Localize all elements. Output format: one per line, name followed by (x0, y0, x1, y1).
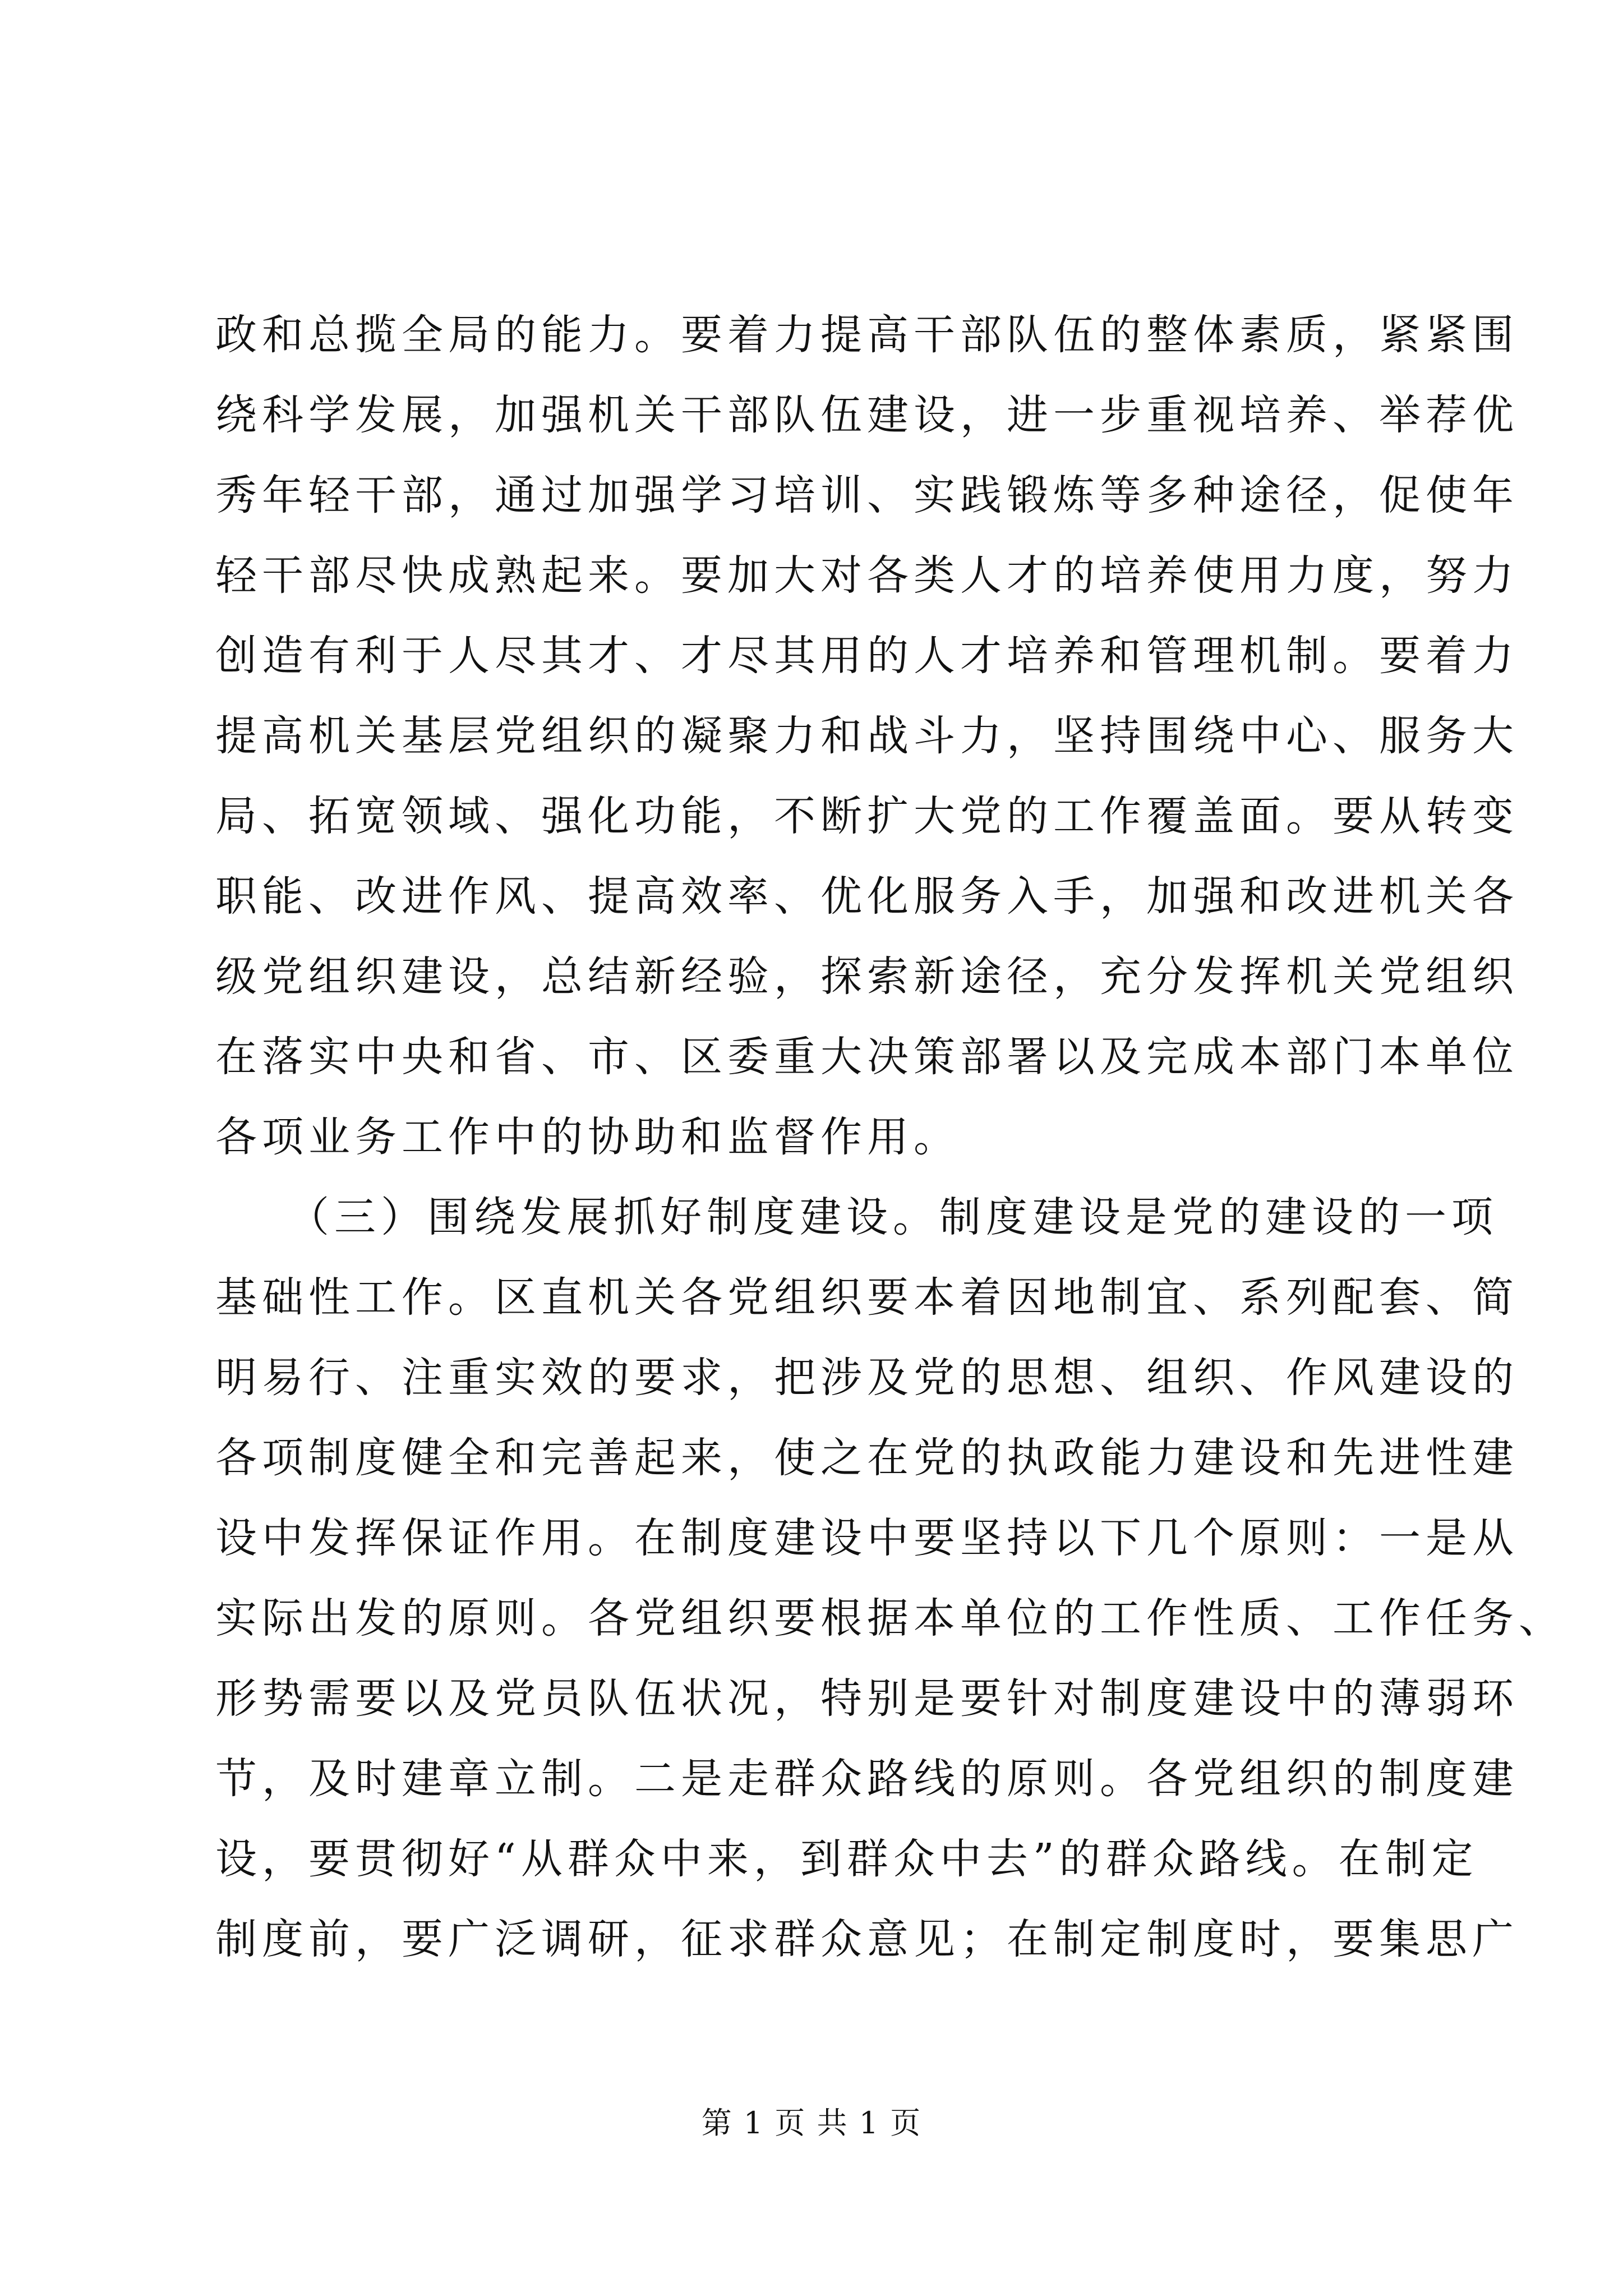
text-line: 基础性工作。区直机关各党组织要本着因地制宜、系列配套、简 (215, 1273, 1519, 1322)
text-line: 在落实中央和省、市、区委重大决策部署以及完成本部门本单位 (215, 1033, 1519, 1081)
text-line: 局、拓宽领域、强化功能，不断扩大党的工作覆盖面。要从转变 (215, 792, 1519, 840)
text-line: 明易行、注重实效的要求，把涉及党的思想、组织、作风建设的 (215, 1354, 1519, 1402)
text-line: 政和总揽全局的能力。要着力提高干部队伍的整体素质，紧紧围 (215, 311, 1519, 359)
text-line: 级党组织建设，总结新经验，探索新途径，充分发挥机关党组织 (215, 953, 1519, 1001)
body-text (215, 295, 1565, 1980)
text-line: 绕科学发展，加强机关干部队伍建设，进一步重视培养、举荐优 (215, 391, 1519, 439)
text-line: 设，要贯彻好“从群众中来，到群众中去”的群众路线。在制定 (215, 1835, 1478, 1883)
text-line: 节，及时建章立制。二是走群众路线的原则。各党组织的制度建 (215, 1755, 1519, 1803)
text-line: 各项制度健全和完善起来，使之在党的执政能力建设和先进性建 (215, 1434, 1519, 1482)
text-line: 轻干部尽快成熟起来。要加大对各类人才的培养使用力度，努力 (215, 551, 1519, 600)
text-line: 实际出发的原则。各党组织要根据本单位的工作性质、工作任务、 (215, 1594, 1565, 1642)
text-line: 形势需要以及党员队伍状况，特别是要针对制度建设中的薄弱环 (215, 1674, 1519, 1723)
text-line: 提高机关基层党组织的凝聚力和战斗力，坚持围绕中心、服务大 (215, 712, 1519, 760)
text-line: 各项业务工作中的协助和监督作用。 (215, 1113, 960, 1161)
text-line: 设中发挥保证作用。在制度建设中要坚持以下几个原则：一是从 (215, 1514, 1519, 1562)
page-number-footer: 第 1 页 共 1 页 (701, 2105, 922, 2141)
text-line: （三）围绕发展抓好制度建设。制度建设是党的建设的一项 (215, 1193, 1498, 1241)
text-line: 创造有利于人尽其才、才尽其用的人才培养和管理机制。要着力 (215, 632, 1519, 680)
text-line: 职能、改进作风、提高效率、优化服务入手，加强和改进机关各 (215, 872, 1519, 921)
text-line: 制度前，要广泛调研，征求群众意见；在制定制度时，要集思广 (215, 1915, 1519, 1963)
text-line: 秀年轻干部，通过加强学习培训、实践锻炼等多种途径，促使年 (215, 471, 1519, 519)
